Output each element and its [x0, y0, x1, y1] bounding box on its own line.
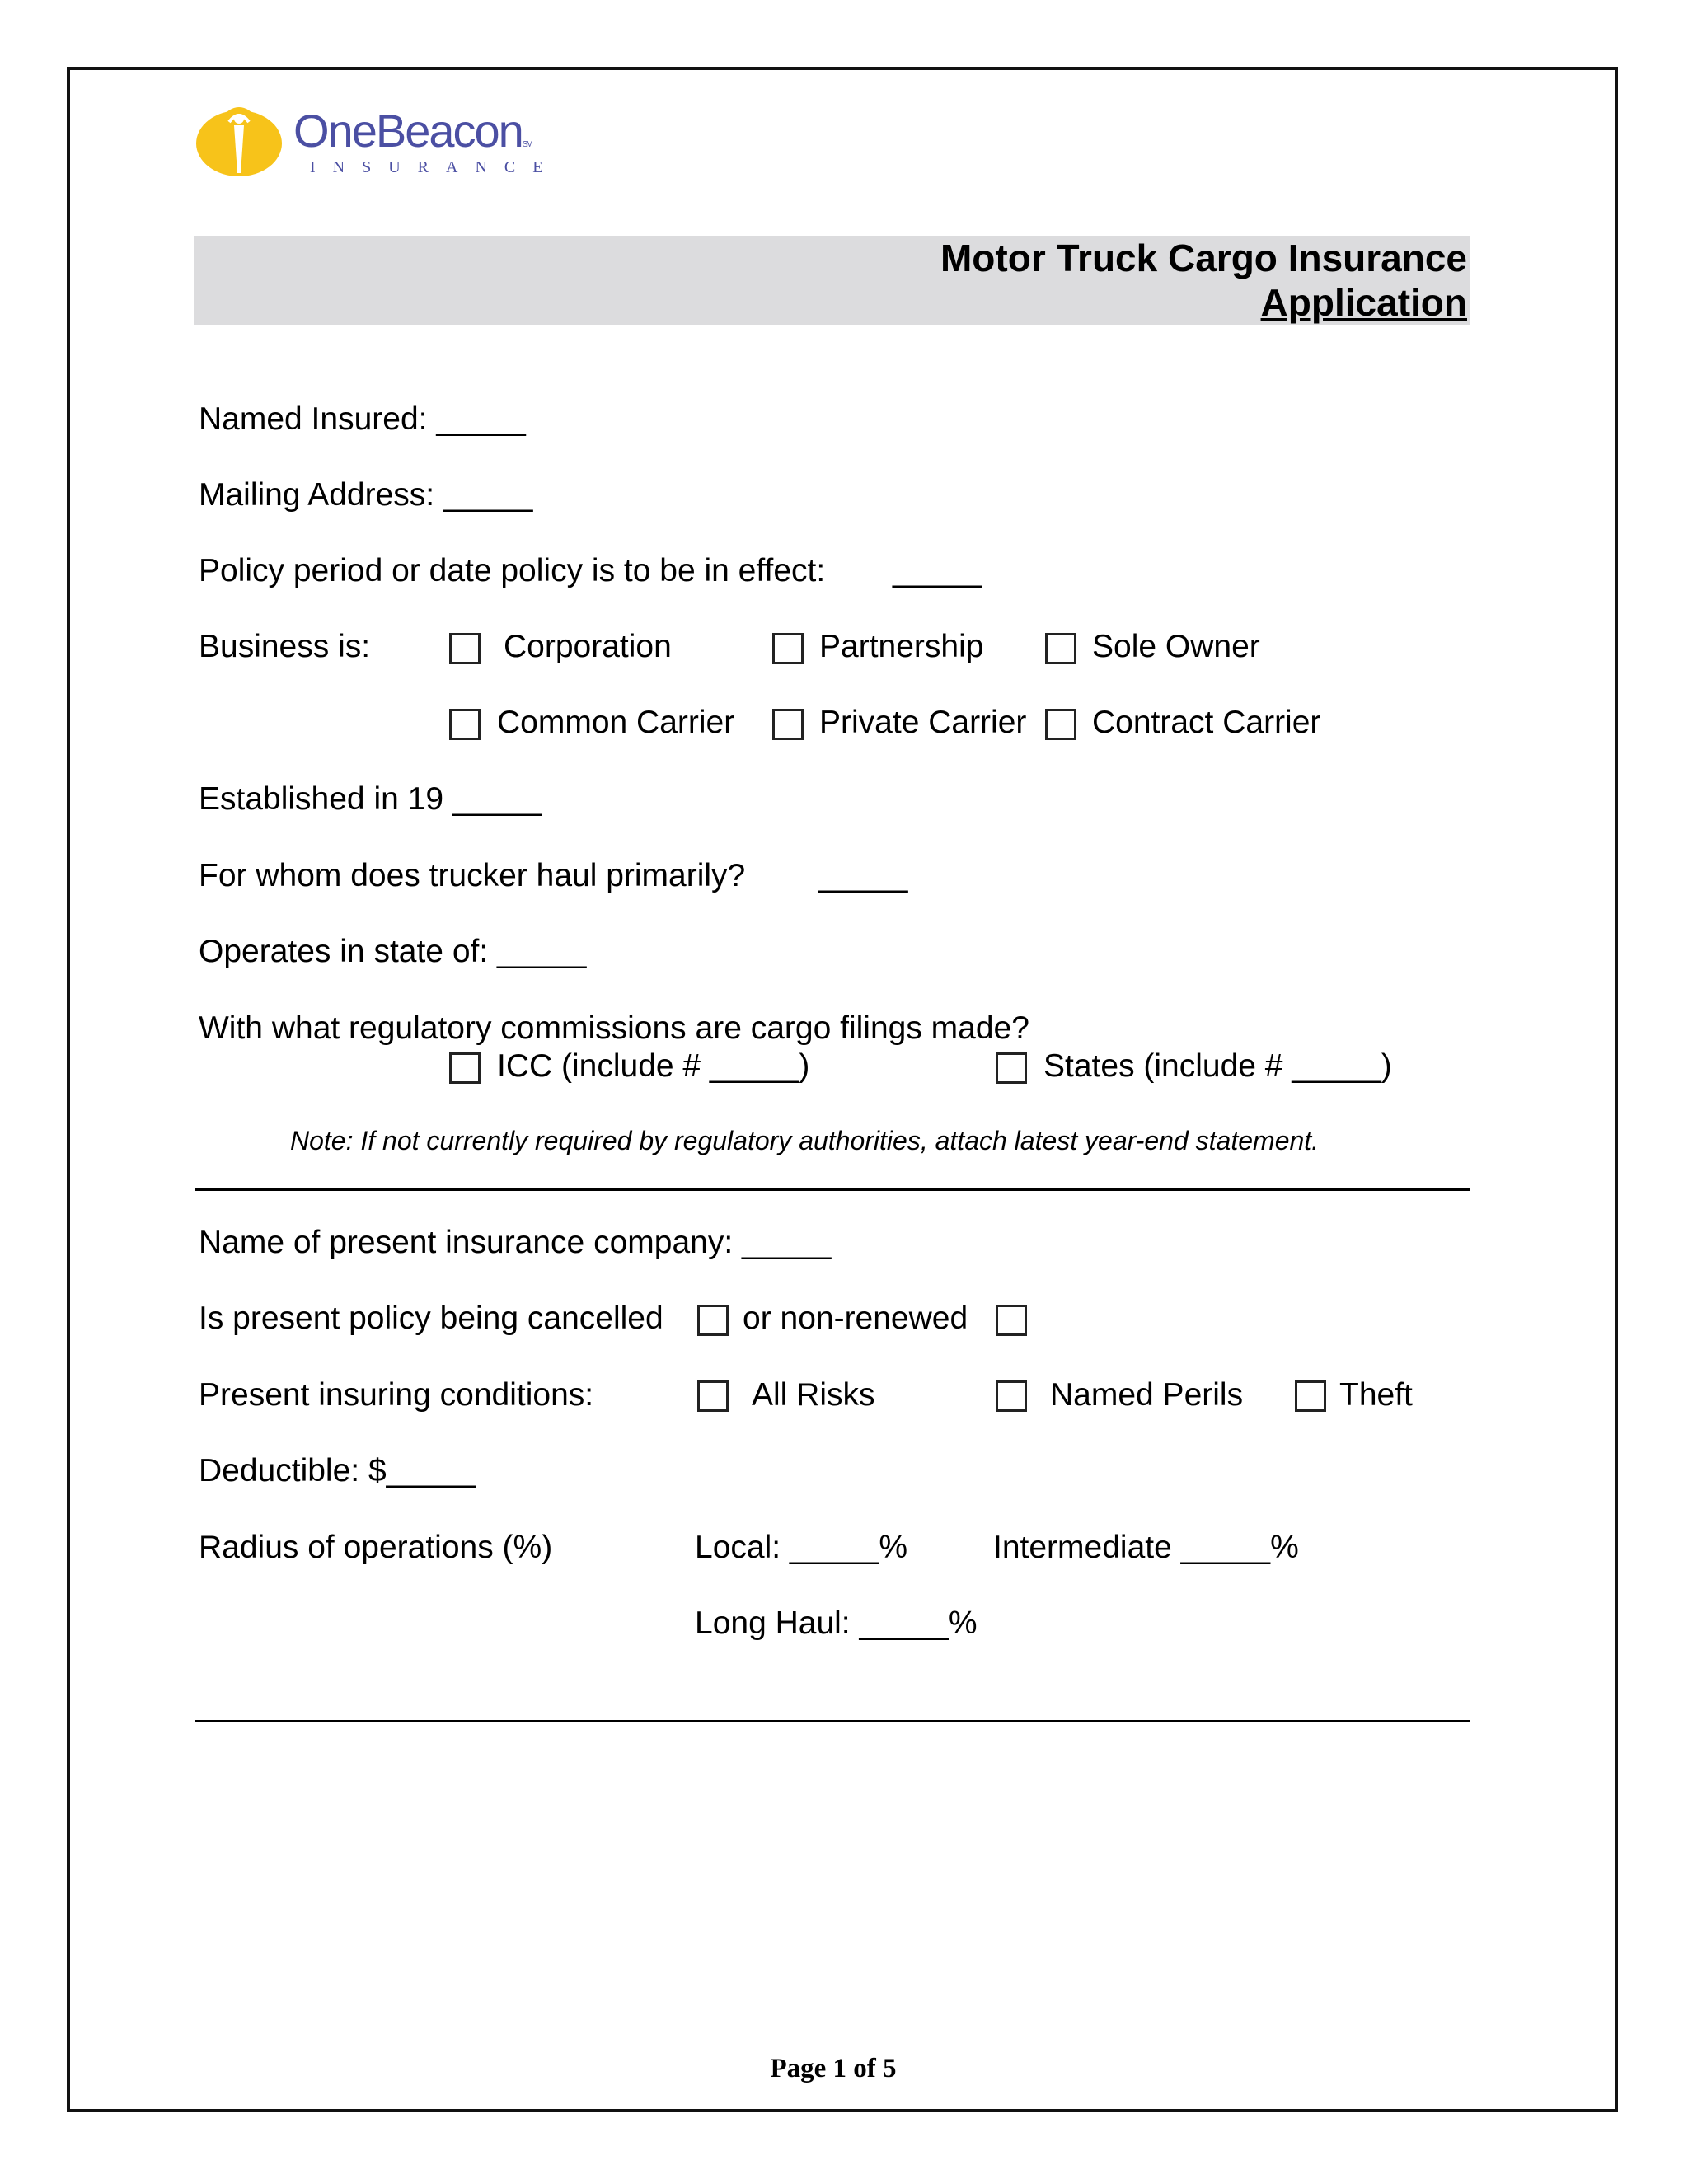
radius-label: Radius of operations (%) [199, 1530, 553, 1565]
contract-carrier-checkbox[interactable] [1045, 709, 1076, 740]
business-is-label: Business is: [199, 629, 371, 664]
form-subtitle: Application [1260, 281, 1467, 324]
logo-tagline: INSURANCE [310, 158, 560, 176]
present-company-label: Name of present insurance company: [199, 1225, 734, 1260]
page-number: Page 1 of 5 [770, 2054, 897, 2083]
present-company-field[interactable]: _____ [742, 1225, 832, 1260]
radius-local[interactable]: Local: _____% [695, 1530, 908, 1565]
common-carrier-checkbox[interactable] [449, 709, 481, 740]
corporation-checkbox[interactable] [449, 633, 481, 664]
partnership-checkbox[interactable] [772, 633, 804, 664]
operates-state-field[interactable]: _____ [497, 934, 587, 969]
conditions-label: Present insuring conditions: [199, 1377, 594, 1413]
common-carrier-label: Common Carrier [497, 705, 735, 740]
all-risks-checkbox[interactable] [697, 1380, 729, 1412]
sole-owner-label: Sole Owner [1092, 629, 1260, 664]
bottom-divider [195, 1720, 1470, 1722]
regulatory-question: With what regulatory commissions are cargo filings made? [199, 1010, 1029, 1046]
corporation-label: Corporation [504, 629, 672, 664]
form-title: Motor Truck Cargo Insurance [940, 237, 1467, 279]
mailing-address-label: Mailing Address: [199, 477, 435, 513]
deductible-label: Deductible: $ [199, 1453, 387, 1488]
deductible-field[interactable]: _____ [386, 1453, 476, 1488]
states-label: States (include # _____) [1043, 1048, 1392, 1084]
all-risks-label: All Risks [752, 1377, 875, 1413]
operates-state-label: Operates in state of: [199, 934, 489, 969]
icc-label: ICC (include # _____) [497, 1048, 810, 1084]
private-carrier-checkbox[interactable] [772, 709, 804, 740]
established-field[interactable]: _____ [452, 781, 542, 817]
sole-owner-checkbox[interactable] [1045, 633, 1076, 664]
radius-long-haul[interactable]: Long Haul: _____% [695, 1605, 978, 1641]
named-insured-label: Named Insured: [199, 401, 428, 437]
logo-service-mark: SM [522, 140, 532, 149]
page-border [67, 67, 1618, 2112]
haul-for-label: For whom does trucker haul primarily? [199, 858, 746, 893]
logo-wordmark: OneBeacon [293, 105, 523, 157]
states-checkbox[interactable] [996, 1052, 1027, 1084]
named-perils-checkbox[interactable] [996, 1380, 1027, 1412]
section-divider [195, 1188, 1470, 1191]
non-renewed-checkbox[interactable] [996, 1305, 1027, 1336]
established-label: Established in 19 [199, 781, 444, 817]
mailing-address-field[interactable]: _____ [443, 477, 533, 513]
icc-checkbox[interactable] [449, 1052, 481, 1084]
operates-state-row [199, 933, 587, 971]
private-carrier-label: Private Carrier [819, 705, 1027, 740]
radius-intermediate[interactable]: Intermediate _____% [993, 1530, 1299, 1565]
beacon-logo-icon [196, 97, 284, 176]
named-perils-label: Named Perils [1050, 1377, 1244, 1413]
contract-carrier-label: Contract Carrier [1092, 705, 1321, 740]
cancelled-checkbox[interactable] [697, 1305, 729, 1336]
theft-label: Theft [1339, 1377, 1413, 1413]
mailing-address-row [199, 476, 532, 514]
named-insured-field[interactable]: _____ [436, 401, 526, 437]
partnership-label: Partnership [819, 629, 984, 664]
named-insured-row [199, 401, 526, 438]
policy-period-label: Policy period or date policy is to be in effect: [199, 553, 826, 588]
cancelled-label: Is present policy being cancelled [199, 1301, 663, 1336]
note-text: Note: If not currently required by regulatory authorities, attach latest year-end statement. [290, 1126, 1320, 1155]
non-renewed-label: or non-renewed [743, 1301, 968, 1336]
established-row [199, 780, 542, 818]
theft-checkbox[interactable] [1295, 1380, 1326, 1412]
haul-for-field[interactable]: _____ [818, 858, 908, 893]
policy-period-field[interactable]: _____ [893, 553, 982, 588]
deductible-row [199, 1452, 476, 1490]
present-company-row [199, 1224, 831, 1262]
